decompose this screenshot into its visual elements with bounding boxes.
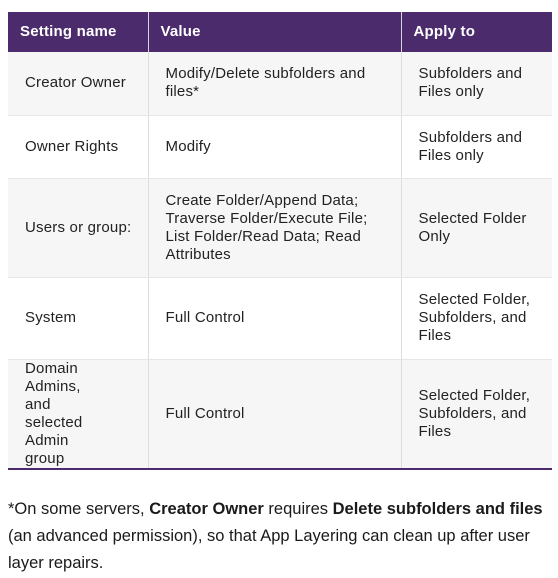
cell-apply-to: Selected Folder Only bbox=[401, 178, 552, 277]
cell-setting-name: Creator Owner bbox=[8, 52, 148, 115]
cell-setting-name: Owner Rights bbox=[8, 115, 148, 178]
table-row bbox=[8, 52, 552, 115]
table-row bbox=[8, 359, 552, 469]
cell-value: Full Control bbox=[148, 277, 401, 359]
cell-setting-name: Domain Admins, and selected Admin group bbox=[8, 359, 148, 469]
cell-apply-to: Subfolders and Files only bbox=[401, 52, 552, 115]
cell-apply-to: Selected Folder, Subfolders, and Files bbox=[401, 359, 552, 469]
header-apply-to: Apply to bbox=[401, 12, 552, 52]
cell-value: Full Control bbox=[148, 359, 401, 469]
footnote-text: requires bbox=[263, 500, 333, 518]
table-row bbox=[8, 115, 552, 178]
cell-apply-to: Subfolders and Files only bbox=[401, 115, 552, 178]
footnote bbox=[8, 496, 548, 577]
footnote-bold-permission: Delete subfolders and files bbox=[332, 500, 543, 518]
footnote-text: (an advanced permission), so that App Layering can clean up after user layer repairs. bbox=[8, 527, 530, 572]
table-row bbox=[8, 178, 552, 277]
cell-setting-name: System bbox=[8, 277, 148, 359]
table-header-row bbox=[8, 12, 552, 52]
cell-value: Create Folder/Append Data; Traverse Folder/Execute File; List Folder/Read Data; Read Attributes bbox=[148, 178, 401, 277]
cell-value: Modify/Delete subfolders and files* bbox=[148, 52, 401, 115]
cell-value: Modify bbox=[148, 115, 401, 178]
footnote-text: *On some servers, bbox=[8, 500, 150, 518]
header-setting-name: Setting name bbox=[8, 12, 148, 52]
cell-apply-to: Selected Folder, Subfolders, and Files bbox=[401, 277, 552, 359]
table-row bbox=[8, 277, 552, 359]
footnote-bold-creator-owner: Creator Owner bbox=[149, 500, 264, 518]
header-value: Value bbox=[148, 12, 401, 52]
cell-setting-name: Users or group: bbox=[8, 178, 148, 277]
permissions-table bbox=[8, 12, 552, 470]
